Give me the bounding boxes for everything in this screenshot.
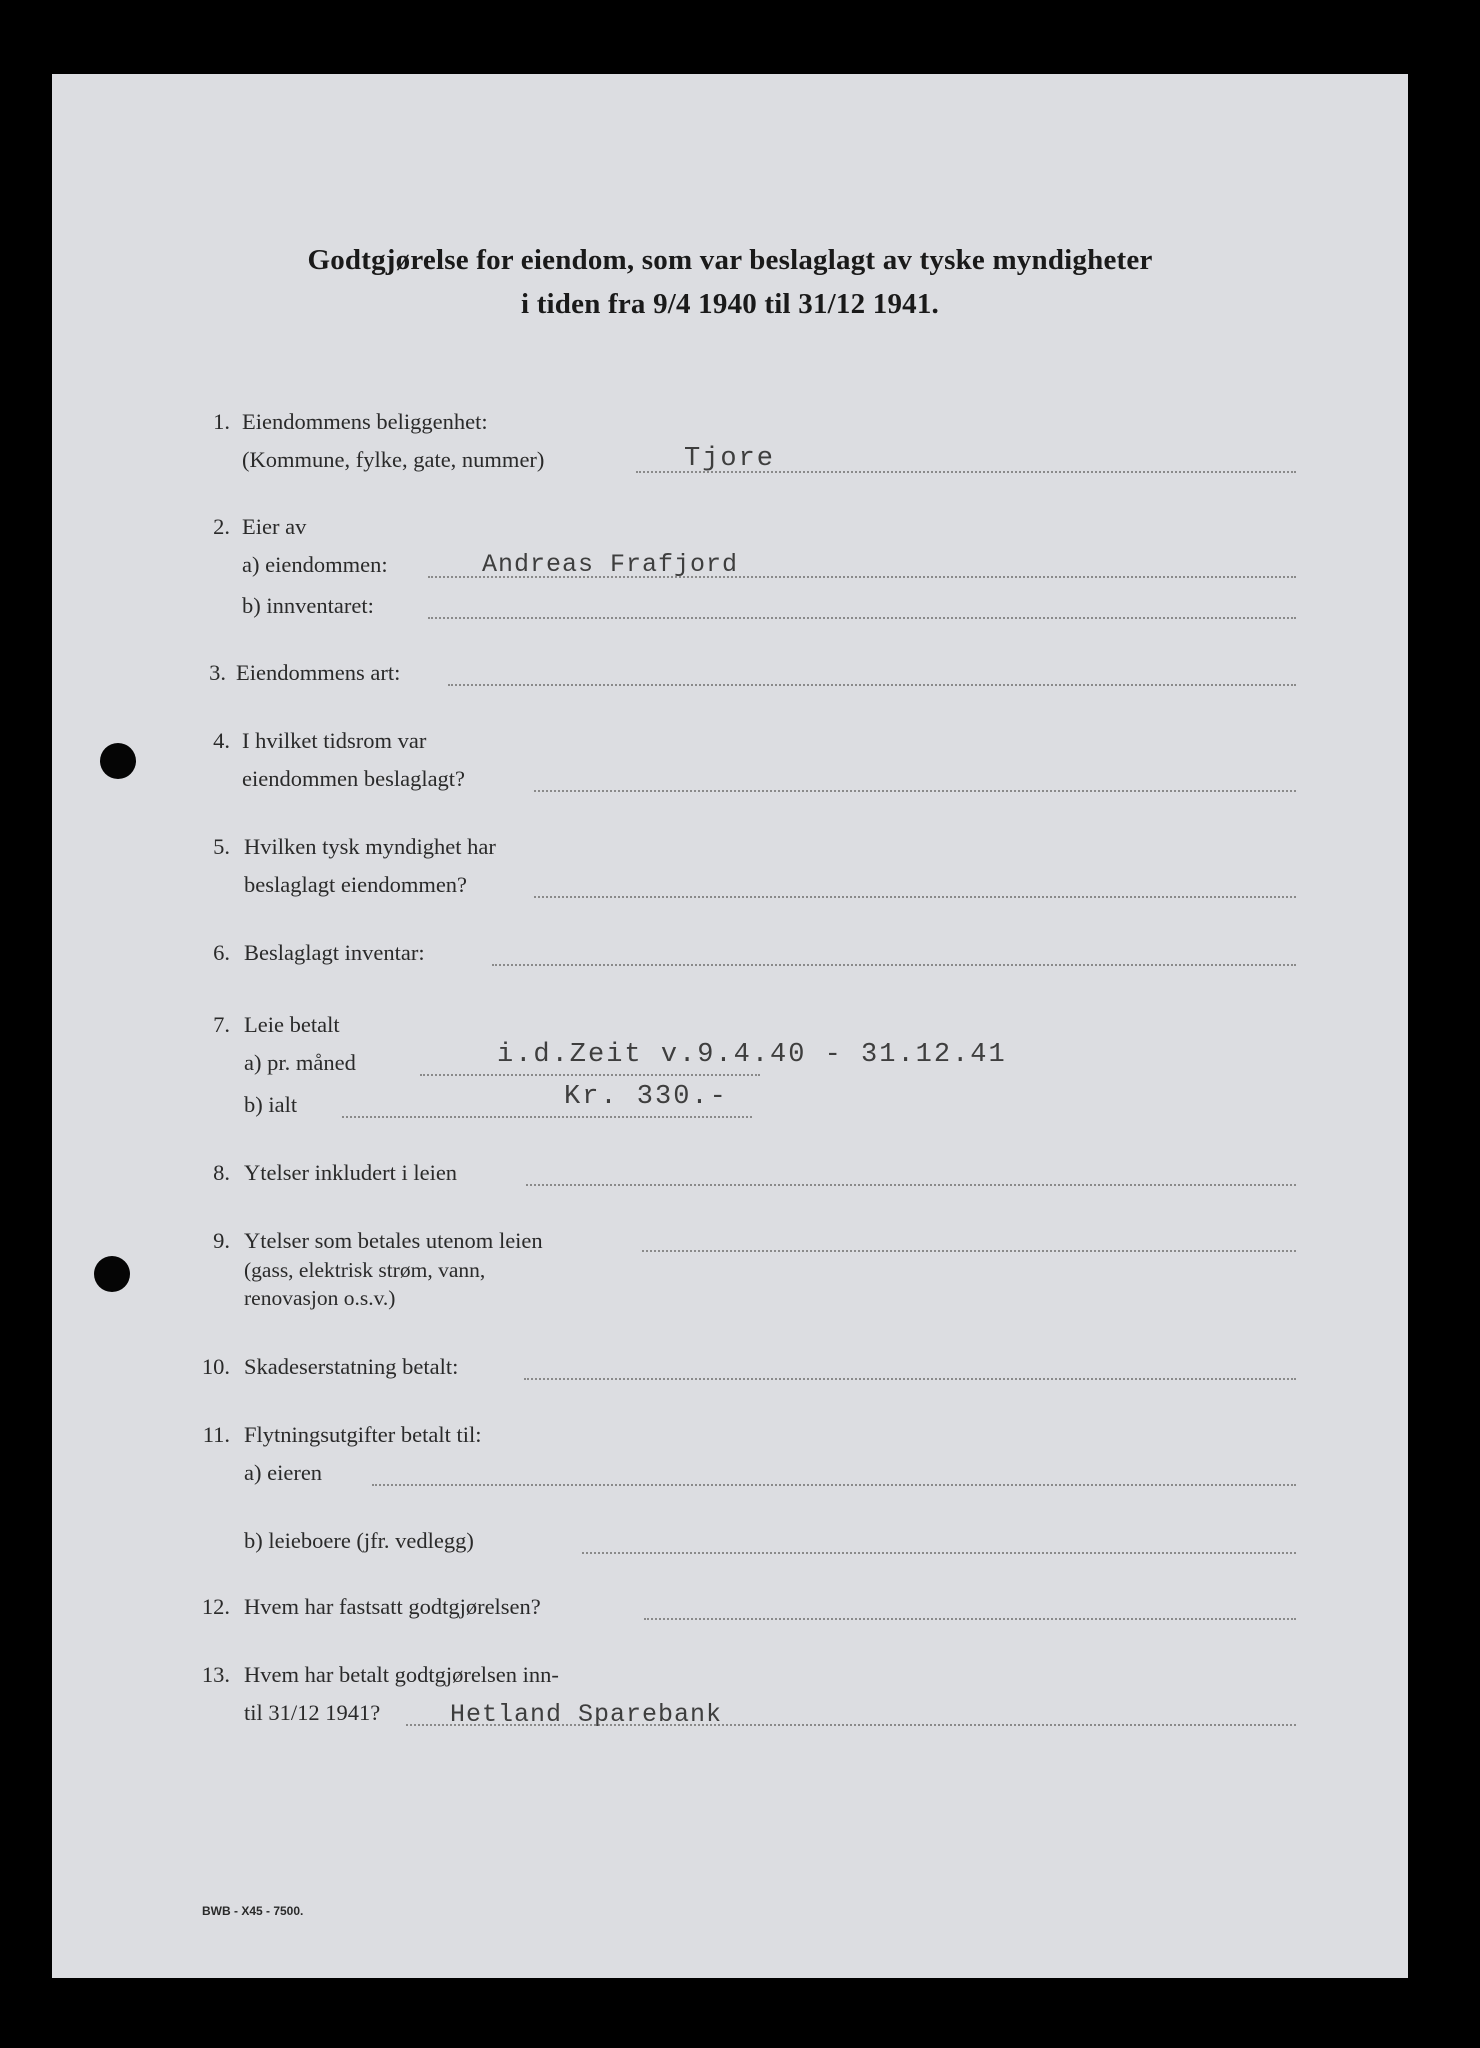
item-8-number: 8. bbox=[213, 1160, 230, 1185]
item-1-number: 1. bbox=[213, 409, 230, 434]
item-9-sub-label-2: renovasjon o.s.v.) bbox=[244, 1286, 396, 1310]
printer-code: BWB - X45 - 7500. bbox=[202, 1904, 304, 1918]
item-5-answer-line bbox=[534, 896, 1296, 898]
item-4-sub-label: eiendommen beslaglagt? bbox=[242, 766, 466, 791]
item-1-label: Eiendommens beliggenhet: bbox=[242, 409, 488, 434]
item-12-number: 12. bbox=[201, 1594, 230, 1619]
item-7-label: Leie betalt bbox=[244, 1012, 340, 1037]
item-6-label: Beslaglagt inventar: bbox=[244, 940, 425, 965]
item-10-label: Skadeserstatning betalt: bbox=[244, 1354, 459, 1379]
item-1-sub-label: (Kommune, fylke, gate, nummer) bbox=[242, 447, 545, 472]
item-12-label: Hvem har fastsatt godtgjørelsen? bbox=[244, 1594, 541, 1619]
item-1-answer: Tjore bbox=[684, 444, 776, 474]
item-11-number: 11. bbox=[202, 1422, 230, 1447]
item-9-sub-label-1: (gass, elektrisk strøm, vann, bbox=[244, 1258, 486, 1282]
item-11a-answer-line bbox=[372, 1484, 1296, 1486]
item-3-answer-line bbox=[448, 684, 1296, 686]
item-11a-label: a) eieren bbox=[244, 1460, 323, 1485]
item-5-number: 5. bbox=[213, 834, 230, 859]
item-2a-label: a) eiendommen: bbox=[242, 552, 388, 577]
item-10-answer-line bbox=[524, 1378, 1296, 1380]
item-7b-label: b) ialt bbox=[244, 1092, 298, 1117]
item-8-label: Ytelser inkludert i leien bbox=[244, 1160, 458, 1185]
item-3-number: 3. bbox=[209, 660, 226, 685]
punch-hole-lower bbox=[94, 1256, 130, 1292]
form-sheet bbox=[52, 74, 1408, 1978]
item-9-number: 9. bbox=[213, 1228, 230, 1253]
item-13-label: Hvem har betalt godtgjørelsen inn- bbox=[244, 1662, 559, 1687]
item-10-number: 10. bbox=[201, 1354, 230, 1379]
item-7b-answer: Kr. 330.- bbox=[564, 1082, 728, 1112]
item-13-answer: Hetland Sparebank bbox=[450, 1700, 723, 1729]
item-9-answer-line bbox=[642, 1250, 1296, 1252]
item-6-number: 6. bbox=[213, 940, 230, 965]
item-7b-answer-line bbox=[342, 1116, 752, 1118]
item-5-label: Hvilken tysk myndighet har bbox=[244, 834, 496, 859]
item-11b-label: b) leieboere (jfr. vedlegg) bbox=[244, 1528, 474, 1553]
item-2-number: 2. bbox=[213, 514, 230, 539]
item-7a-label: a) pr. måned bbox=[244, 1050, 356, 1075]
form-title-line-2: i tiden fra 9/4 1940 til 31/12 1941. bbox=[520, 288, 939, 320]
item-8-answer-line bbox=[526, 1184, 1296, 1186]
punch-hole-upper bbox=[100, 743, 136, 779]
item-6-answer-line bbox=[492, 964, 1296, 966]
form-title-line-1: Godtgjørelse for eiendom, som var beslaglagt av tyske myndigheter bbox=[307, 244, 1153, 276]
item-13-number: 13. bbox=[201, 1662, 230, 1687]
item-4-label: I hvilket tidsrom var bbox=[242, 728, 427, 753]
item-11-label: Flytningsutgifter betalt til: bbox=[244, 1422, 482, 1447]
item-11b-answer-line bbox=[582, 1552, 1296, 1554]
item-7a-answer: i.d.Zeit v.9.4.40 - 31.12.41 bbox=[497, 1040, 1007, 1070]
item-5-sub-label: beslaglagt eiendommen? bbox=[244, 872, 468, 897]
item-4-answer-line bbox=[534, 790, 1296, 792]
item-9-label: Ytelser som betales utenom leien bbox=[244, 1228, 543, 1253]
item-12-answer-line bbox=[644, 1618, 1296, 1620]
item-7-number: 7. bbox=[213, 1012, 230, 1037]
item-2b-label: b) innventaret: bbox=[242, 593, 374, 618]
item-4-number: 4. bbox=[213, 728, 230, 753]
item-3-label: Eiendommens art: bbox=[236, 660, 401, 685]
item-13-sub-label: til 31/12 1941? bbox=[244, 1700, 381, 1725]
item-2-label: Eier av bbox=[242, 514, 307, 539]
item-7a-answer-line bbox=[420, 1074, 760, 1076]
item-2b-answer-line bbox=[428, 617, 1296, 619]
item-2a-answer: Andreas Frafjord bbox=[482, 550, 739, 579]
